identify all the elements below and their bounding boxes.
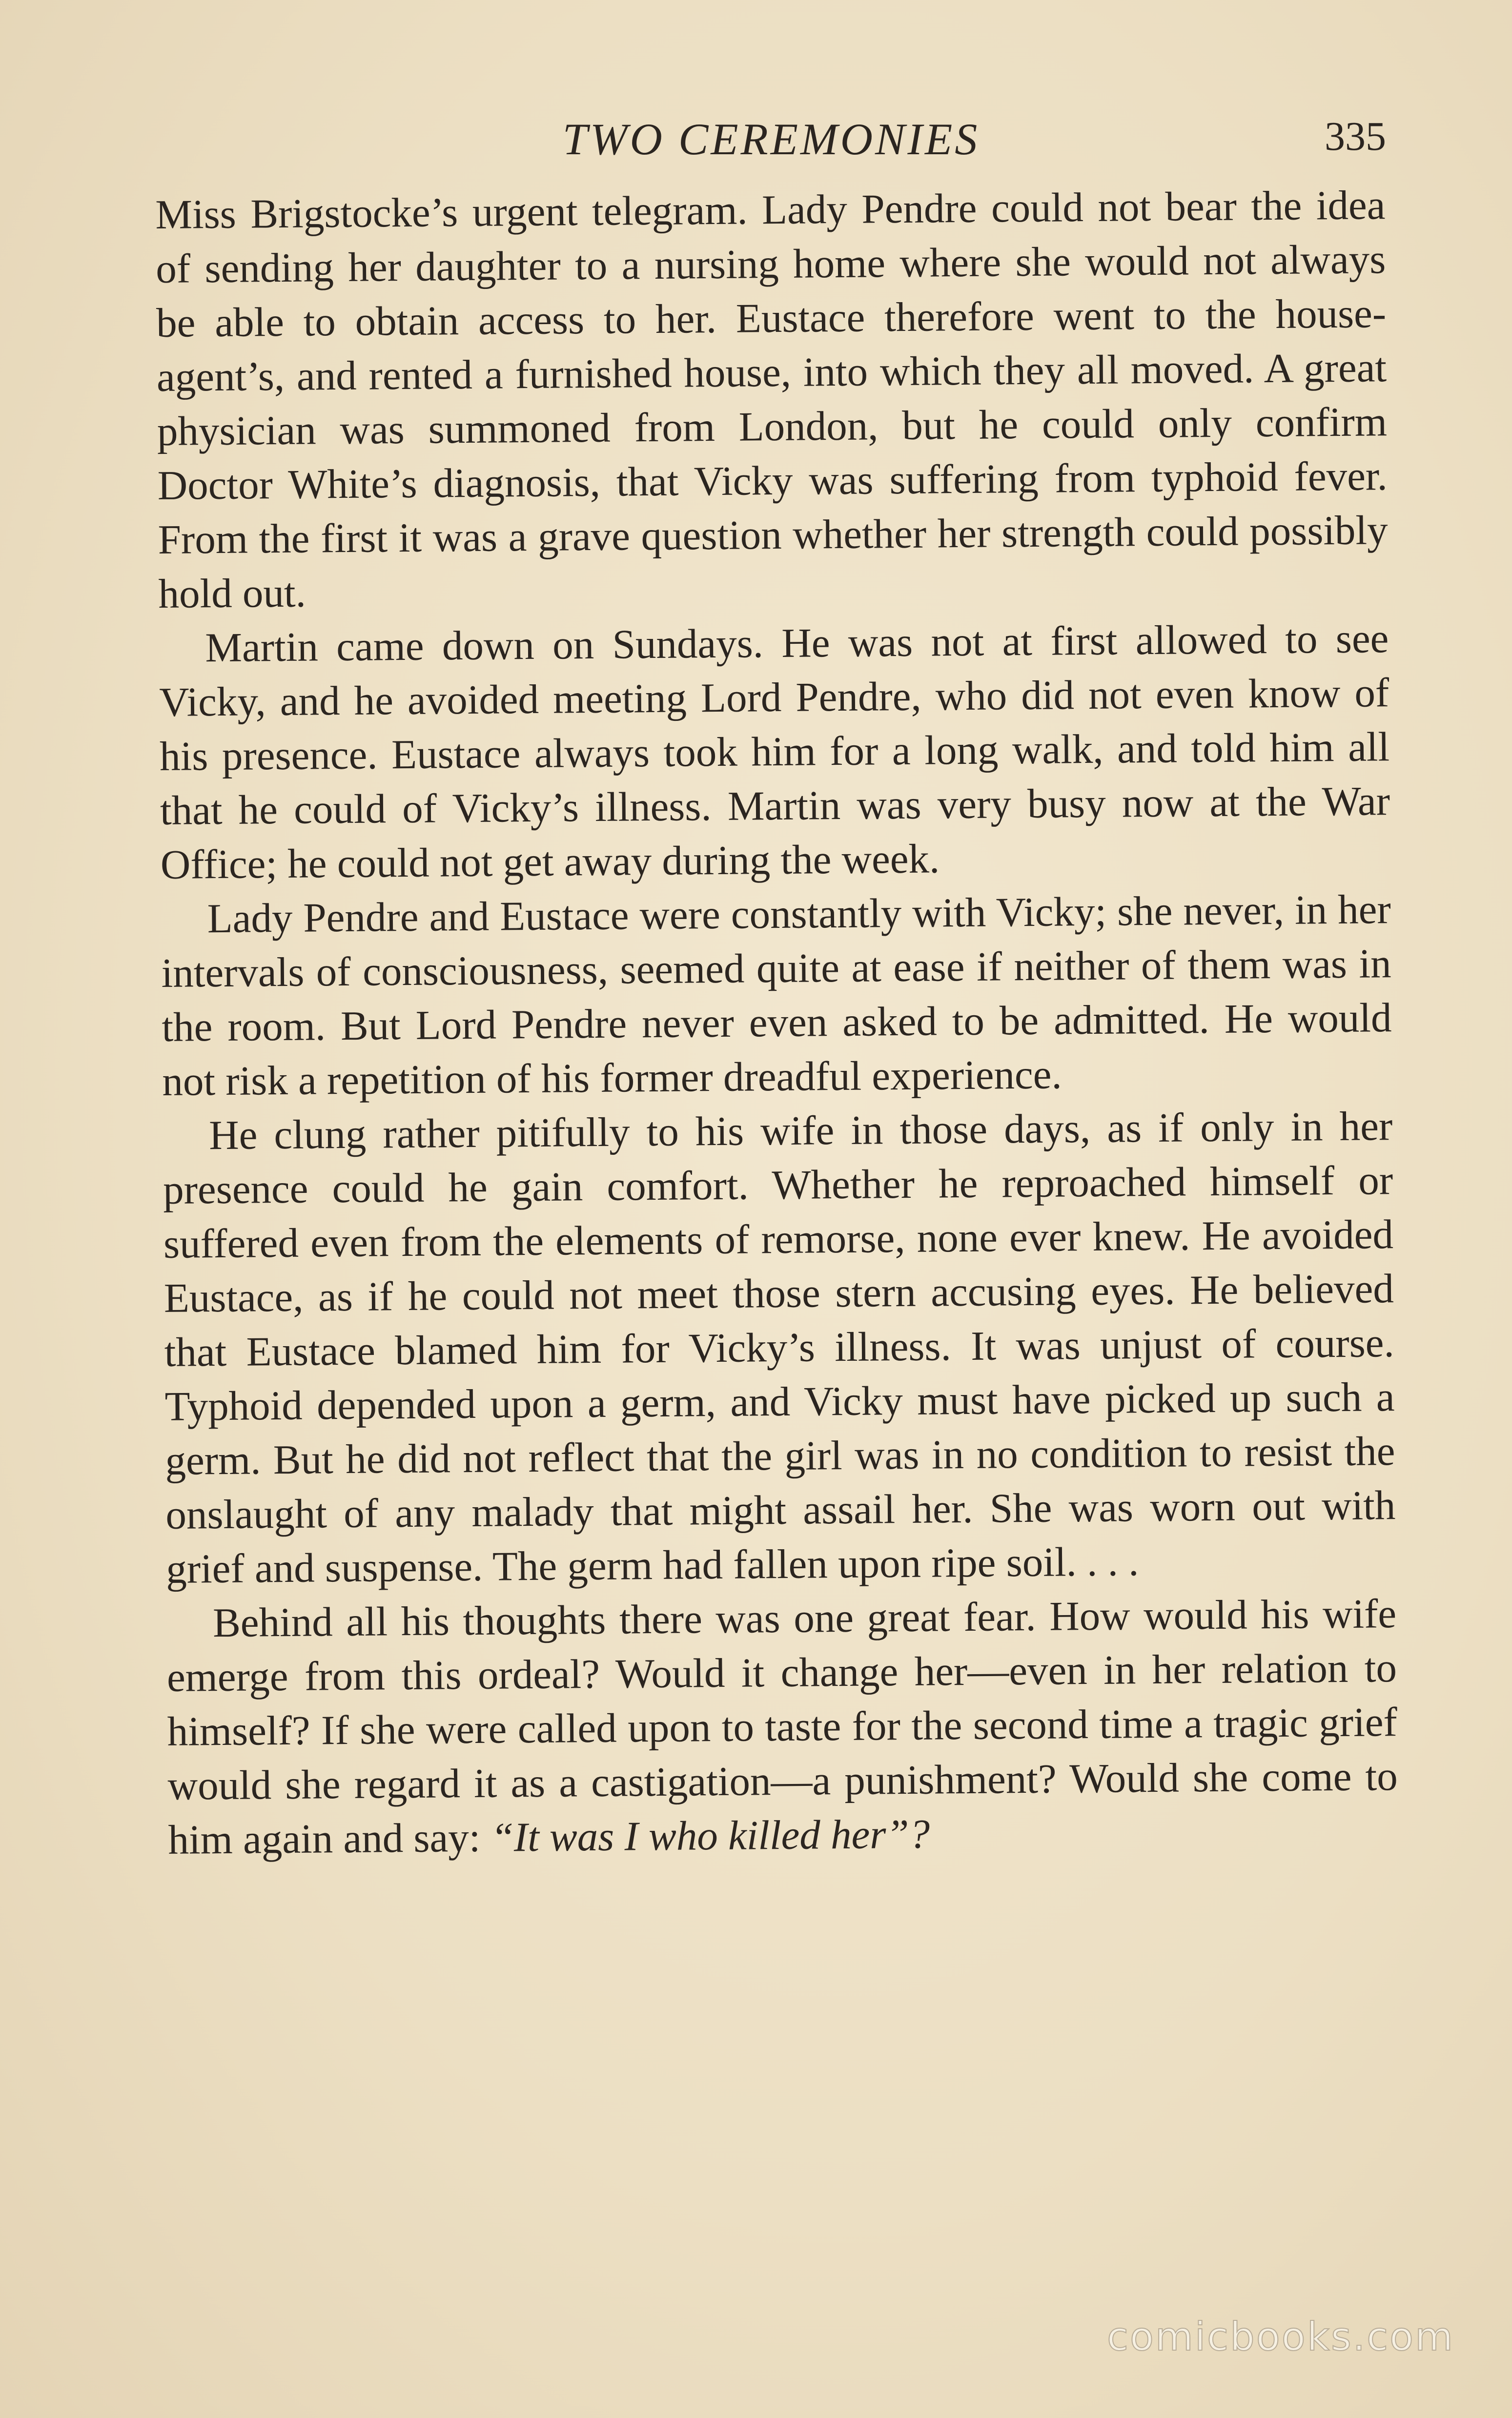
paragraph-1: Miss Brigstocke’s urgent telegram. Lady Pendre could not bear the idea of sending her daughter to a nursing home where she would not always be able to obtain access to her. Eustace therefore went to the house-agent’s, and rented a furnished house, into which they all moved. A great physician was summoned from London, but he could only confirm Doctor White’s diagnosis, that Vicky was suffering from typhoid fever. From the first it was a grave question whether her strength could possibly hold out.	[155, 182, 1388, 617]
paragraph-3: Lady Pendre and Eustace were constantly with Vicky; she never, in her intervals of consciousness, seemed quite at ease if neither of them was in the room. But Lord Pendre never even asked to be admitted. He would not risk a repetition of his former dreadful experience.	[161, 886, 1392, 1105]
running-head: TWO CEREMONIES	[562, 114, 980, 164]
body-text	[155, 178, 1398, 1867]
paragraph-4: He clung rather pitifully to his wife in those days, as if only in her presence could he gain comfort. Whether he reproached himself or suffered even from the elements of remorse, none ever knew. He avoided Eustace, as if he could not meet those stern accusing eyes. He believed that Eustace blamed him for Vicky’s illness. It was unjust of course. Typhoid depended upon a germ, and Vicky must have picked up such a germ. But he did not reflect that the girl was in no condition to resist the onslaught of any malady that might assail her. She was worn out with grief and suspense. The germ had fallen upon ripe soil. . . .	[163, 1103, 1396, 1592]
paragraph-2: Martin came down on Sundays. He was not at first allowed to see Vicky, and he avoided meeting Lord Pendre, who did not even know of his presence. Eustace always took him for a long walk, and told him all that he could of Vicky’s illness. Martin was very busy now at the War Office; he could not get away during the week.	[159, 615, 1390, 888]
closing-quote: “It was I who killed her”?	[490, 1811, 930, 1861]
paragraph-5	[166, 1587, 1398, 1867]
watermark: comicbooks.com	[1106, 2314, 1454, 2359]
page-number: 335	[1325, 114, 1386, 159]
paragraph-5-text: Behind all his thoughts there was one great fear. How would his wife emerge from this ordeal? Would it change her—even in her relation to himself? If she were called upon to taste for the second time a tragic grief would she regard it as a castigation—a punishment? Would she come to him again and say:	[166, 1591, 1398, 1863]
page-header	[156, 102, 1386, 176]
